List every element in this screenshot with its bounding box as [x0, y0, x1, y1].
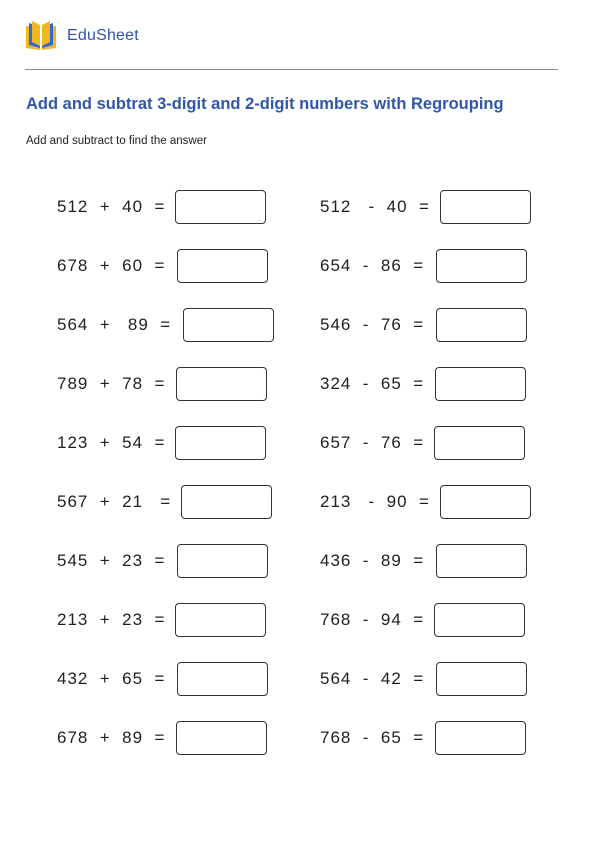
answer-box[interactable] — [436, 662, 527, 696]
problem-expression: 512 - 40 = — [320, 197, 430, 216]
header — [25, 20, 139, 52]
problem-expression: 123 + 54 = — [57, 433, 166, 452]
answer-box[interactable] — [177, 662, 268, 696]
problem-expression: 436 - 89 = — [320, 551, 425, 570]
problem-row — [57, 425, 274, 461]
problem-expression: 213 + 23 = — [57, 610, 166, 629]
answer-box[interactable] — [177, 249, 268, 283]
problem-row — [57, 366, 274, 402]
problem-row — [57, 248, 274, 284]
problem-row — [320, 366, 531, 402]
answer-box[interactable] — [183, 308, 274, 342]
problem-row — [57, 661, 274, 697]
problem-row — [57, 189, 274, 225]
problem-row — [320, 189, 531, 225]
problem-row — [57, 307, 274, 343]
problem-expression: 545 + 23 = — [57, 551, 166, 570]
answer-box[interactable] — [175, 426, 266, 460]
problem-expression: 324 - 65 = — [320, 374, 425, 393]
answer-box[interactable] — [434, 426, 525, 460]
open-book-icon — [25, 20, 57, 52]
problem-expression: 512 + 40 = — [57, 197, 166, 216]
problem-row — [320, 307, 531, 343]
problem-row — [57, 484, 274, 520]
answer-box[interactable] — [435, 721, 526, 755]
answer-box[interactable] — [440, 190, 531, 224]
answer-box[interactable] — [440, 485, 531, 519]
addition-column — [57, 189, 274, 779]
answer-box[interactable] — [177, 544, 268, 578]
problem-expression: 564 - 42 = — [320, 669, 425, 688]
problem-row — [320, 661, 531, 697]
problem-expression: 678 + 60 = — [57, 256, 166, 275]
answer-box[interactable] — [181, 485, 272, 519]
problem-row — [320, 248, 531, 284]
problem-row — [320, 543, 531, 579]
answer-box[interactable] — [175, 190, 266, 224]
problem-expression: 768 - 94 = — [320, 610, 425, 629]
problem-row — [57, 602, 274, 638]
brand-name: EduSheet — [67, 27, 139, 44]
answer-box[interactable] — [436, 308, 527, 342]
answer-box[interactable] — [436, 249, 527, 283]
problem-expression: 564 + 89 = — [57, 315, 172, 334]
problem-row — [57, 543, 274, 579]
answer-box[interactable] — [435, 367, 526, 401]
page-title: Add and subtrat 3-digit and 2-digit numbers with Regrouping — [26, 95, 504, 113]
header-divider — [25, 69, 558, 70]
problem-expression: 567 + 21 = — [57, 492, 172, 511]
problem-expression: 789 + 78 = — [57, 374, 166, 393]
problem-row — [320, 425, 531, 461]
problem-row — [320, 484, 531, 520]
answer-box[interactable] — [434, 603, 525, 637]
problem-expression: 432 + 65 = — [57, 669, 166, 688]
problem-expression: 678 + 89 = — [57, 728, 166, 747]
problem-row — [320, 602, 531, 638]
problem-expression: 546 - 76 = — [320, 315, 425, 334]
problem-expression: 768 - 65 = — [320, 728, 425, 747]
answer-box[interactable] — [176, 367, 267, 401]
problem-expression: 657 - 76 = — [320, 433, 425, 452]
answer-box[interactable] — [436, 544, 527, 578]
instructions: Add and subtract to find the answer — [26, 135, 207, 147]
problem-row — [320, 720, 531, 756]
problem-expression: 654 - 86 = — [320, 256, 425, 275]
problem-expression: 213 - 90 = — [320, 492, 430, 511]
answer-box[interactable] — [175, 603, 266, 637]
answer-box[interactable] — [176, 721, 267, 755]
subtraction-column — [320, 189, 531, 779]
problem-row — [57, 720, 274, 756]
